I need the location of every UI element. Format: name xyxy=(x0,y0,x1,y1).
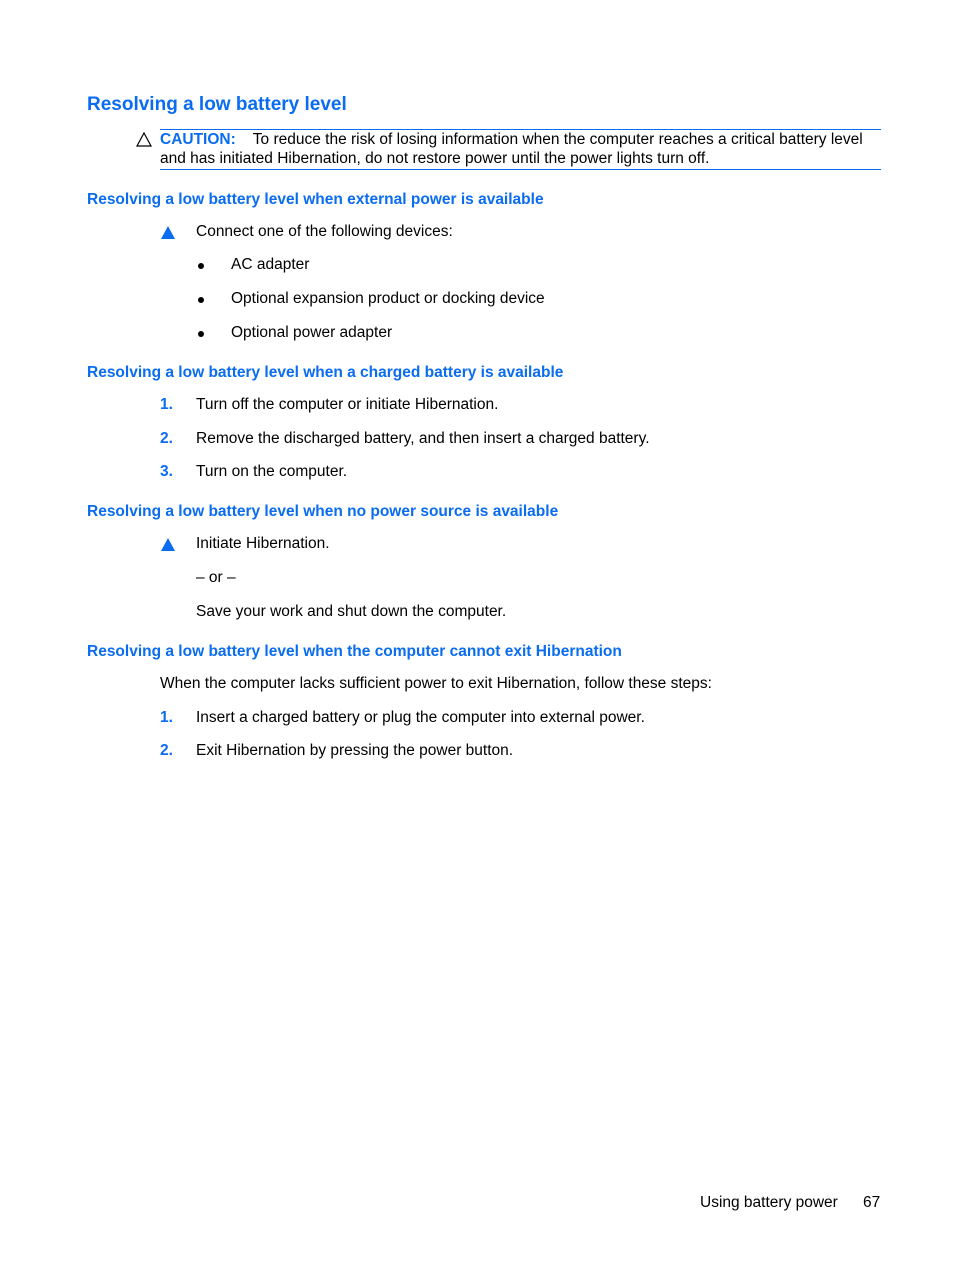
step-number: 3. xyxy=(160,463,173,480)
intro-paragraph: When the computer lacks sufficient power to exit Hibernation, follow these steps: xyxy=(160,675,712,692)
step-text: Turn on the computer. xyxy=(196,463,348,480)
heading-cannot-exit-hibernation: Resolving a low battery level when the computer cannot exit Hibernation xyxy=(87,643,622,660)
caution-label: CAUTION: xyxy=(160,131,236,148)
list-item: AC adapter xyxy=(231,256,310,273)
step-number: 2. xyxy=(160,430,173,447)
caution-triangle-icon xyxy=(136,132,152,147)
step-connect-devices: Connect one of the following devices: xyxy=(196,223,453,240)
page-title: Resolving a low battery level xyxy=(87,94,347,115)
step-number: 1. xyxy=(160,396,173,413)
step-alternative: Save your work and shut down the computer. xyxy=(196,603,507,620)
or-separator: – or – xyxy=(196,569,236,586)
footer-section-title: Using battery power xyxy=(700,1194,838,1211)
step-text: Insert a charged battery or plug the computer into external power. xyxy=(196,709,645,726)
caution-line-1 xyxy=(160,131,863,149)
bullet-icon xyxy=(198,263,204,269)
caution-text-1: To reduce the risk of losing information when the computer reaches a critical battery level xyxy=(252,131,863,148)
step-initiate-hibernation: Initiate Hibernation. xyxy=(196,535,330,552)
heading-charged-battery: Resolving a low battery level when a charged battery is available xyxy=(87,364,564,381)
bullet-icon xyxy=(198,297,204,303)
step-number: 2. xyxy=(160,742,173,759)
caution-bottom-rule xyxy=(160,169,881,170)
step-triangle-icon xyxy=(161,226,175,239)
step-text: Remove the discharged battery, and then insert a charged battery. xyxy=(196,430,650,447)
step-number: 1. xyxy=(160,709,173,726)
step-text: Exit Hibernation by pressing the power button. xyxy=(196,742,514,759)
heading-external-power: Resolving a low battery level when external power is available xyxy=(87,191,544,208)
heading-no-power-source: Resolving a low battery level when no power source is available xyxy=(87,503,559,520)
list-item: Optional expansion product or docking device xyxy=(231,290,545,307)
caution-top-rule xyxy=(160,129,881,130)
step-text: Turn off the computer or initiate Hibernation. xyxy=(196,396,499,413)
caution-text-2: and has initiated Hibernation, do not restore power until the power lights turn off. xyxy=(160,150,710,167)
list-item: Optional power adapter xyxy=(231,324,393,341)
step-triangle-icon xyxy=(161,538,175,551)
bullet-icon xyxy=(198,331,204,337)
footer-page-number: 67 xyxy=(863,1194,881,1211)
